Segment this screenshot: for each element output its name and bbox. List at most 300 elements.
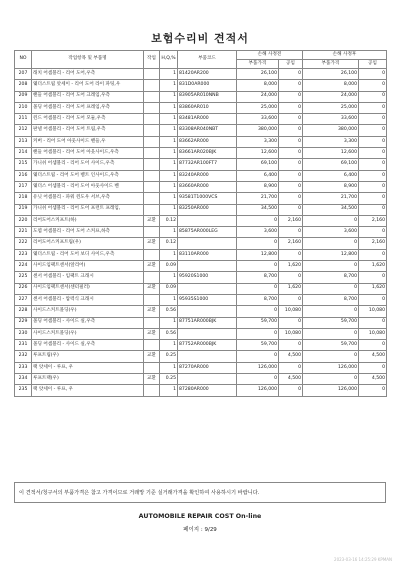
cell-work-type: 교환 [144,351,160,362]
table-row [15,249,387,260]
cell-work-type [144,340,160,351]
cell-part-price-post: 3,600 [303,227,359,238]
cell-part-code: 831D0AR000 [178,80,237,91]
cell-part-code: 93581T1000VCS [178,193,237,204]
header-no: NO [15,51,32,69]
page-number: 페이지 : 9/29 [183,527,217,533]
cell-labor-post: 0 [359,170,387,181]
cell-labor-pre: 4,500 [279,351,303,362]
cell-labor-pre: 2,160 [279,238,303,249]
cell-labor-post: 0 [359,272,387,283]
cell-no: 218 [15,193,32,204]
cell-work-type [144,80,160,91]
cell-part-price-pre: 0 [237,328,279,339]
cell-part-price-pre: 3,300 [237,136,279,147]
table-row [15,125,387,136]
cell-part-price-pre: 69,100 [237,159,279,170]
cell-part-price-pre: 8,000 [237,80,279,91]
cell-part-price-pre: 8,700 [237,272,279,283]
table-row [15,283,387,294]
cell-part-price-pre: 33,600 [237,114,279,125]
cell-part-code: 83240AR000 [178,170,237,181]
cell-work-type: 교환 [144,283,160,294]
cell-no: 229 [15,317,32,328]
cell-hq: 0.12 [160,238,178,249]
cell-work-item: 판넬 어셈블리 - 리어 도어 트림,우측 [32,125,144,136]
cell-part-code [178,215,237,226]
price-notice: 이 견적서/청구서의 부품가격은 참고 가격이므로 거래망 기준 실거래가격을 확인하여 사용하시기 바랍니다. [14,482,386,503]
cell-work-item: 리어도어스커프트(하) [32,215,144,226]
header-part-code: 부품코드 [178,51,237,69]
cell-part-code: 87752AR000BJK [178,340,237,351]
cell-work-type [144,227,160,238]
cell-no: 211 [15,114,32,125]
cell-work-type [144,159,160,170]
cell-hq: 1 [160,181,178,192]
table-row [15,374,387,385]
cell-part-price-pre: 25,000 [237,102,279,113]
cell-labor-pre: 0 [279,91,303,102]
cell-work-type: 교환 [144,238,160,249]
cell-no: 214 [15,148,32,159]
cell-labor-pre: 0 [279,114,303,125]
cell-work-type: 교환 [144,306,160,317]
cell-hq: 0.12 [160,215,178,226]
cell-labor-pre: 0 [279,170,303,181]
table-row [15,340,387,351]
table-row [15,261,387,272]
cell-part-code [178,283,237,294]
cell-labor-post: 0 [359,181,387,192]
cell-work-item: 루프트림(우) [32,351,144,362]
cell-labor-post: 0 [359,125,387,136]
cell-work-type [144,170,160,181]
cell-part-code: 83660AR000 [178,181,237,192]
cell-part-price-pre: 380,000 [237,125,279,136]
table-row [15,204,387,215]
cell-labor-pre: 0 [279,125,303,136]
cell-part-code: 83481AR000 [178,114,237,125]
cell-no: 226 [15,283,32,294]
cell-labor-post: 0 [359,148,387,159]
cell-labor-post: 10,080 [359,328,387,339]
cell-hq: 1 [160,148,178,159]
cell-no: 224 [15,261,32,272]
cell-labor-post: 0 [359,69,387,80]
cell-hq: 0.56 [160,328,178,339]
cell-labor-pre: 1,620 [279,261,303,272]
cell-part-price-post: 380,000 [303,125,359,136]
cell-labor-pre: 0 [279,362,303,373]
cell-part-price-post: 0 [303,215,359,226]
cell-work-item: 가니쉬 어셈블리 - 리어 도어 사이드,우측 [32,159,144,170]
cell-work-type: 교환 [144,328,160,339]
cell-labor-post: 2,160 [359,215,387,226]
footer-brand: AUTOMOBILE REPAIR COST On-line [138,513,262,520]
table-row [15,317,387,328]
cell-hq: 0.25 [160,351,178,362]
cell-no: 208 [15,80,32,91]
cell-labor-post: 0 [359,204,387,215]
cell-part-price-pre: 0 [237,351,279,362]
cell-labor-pre: 0 [279,204,303,215]
cell-hq: 1 [160,204,178,215]
cell-part-code: 87751AR000BJK [178,317,237,328]
cell-no: 210 [15,102,32,113]
cell-labor-pre: 0 [279,294,303,305]
header-labor-post: 공임 [359,60,387,69]
cell-part-code [178,261,237,272]
cell-part-code: 83250AR000 [178,204,237,215]
cell-work-item: 센서 어셈블리 - 압력식 크래시 [32,294,144,305]
table-row [15,328,387,339]
cell-part-code: 83661AR020BJK [178,148,237,159]
cell-part-price-pre: 26,100 [237,69,279,80]
cell-part-price-pre: 21,700 [237,193,279,204]
cell-labor-pre: 0 [279,193,303,204]
cell-part-price-pre: 8,900 [237,181,279,192]
cell-part-code: 87280AR000 [178,385,237,396]
cell-labor-post: 0 [359,340,387,351]
cell-work-item: 웨더스트립 앗세이 - 리어 도어 라이 파팅,우 [32,80,144,91]
table-row [15,114,387,125]
cell-labor-pre: 4,500 [279,374,303,385]
cell-part-price-post: 59,700 [303,340,359,351]
cell-labor-pre: 0 [279,249,303,260]
header-damage-pre: 손해 사정전 [237,51,303,60]
cell-work-type [144,125,160,136]
cell-work-type [144,294,160,305]
cell-hq: 1 [160,136,178,147]
cell-no: 225 [15,272,32,283]
cell-no: 209 [15,91,32,102]
cell-part-price-post: 26,100 [303,69,359,80]
cell-work-type [144,385,160,396]
table-row [15,362,387,373]
cell-work-item: 루프트랙(우) [32,374,144,385]
cell-work-type [144,181,160,192]
cell-no: 207 [15,69,32,80]
print-stamp: 2023-03-16 14:25:29 KPMAN [334,557,392,562]
cell-part-code: 83905AR010NNB [178,91,237,102]
cell-part-price-post: 3,300 [303,136,359,147]
cell-part-price-pre: 0 [237,283,279,294]
cell-work-type: 교환 [144,374,160,385]
cell-hq: 0.25 [160,374,178,385]
cell-labor-pre: 0 [279,136,303,147]
cell-hq: 1 [160,170,178,181]
cell-work-type: 교환 [144,215,160,226]
cell-no: 235 [15,385,32,396]
cell-work-item: 사이드임팩트센서(앞리어) [32,261,144,272]
cell-part-price-post: 0 [303,351,359,362]
cell-no: 230 [15,328,32,339]
cell-part-code [178,374,237,385]
cell-part-price-pre: 12,800 [237,249,279,260]
cell-part-price-pre: 12,600 [237,148,279,159]
cell-part-code: 95935S1000 [178,294,237,305]
cell-part-price-post: 34,500 [303,204,359,215]
cell-hq: 1 [160,362,178,373]
cell-hq: 1 [160,114,178,125]
cell-part-price-pre: 0 [237,215,279,226]
cell-work-item: 사이드임팩트센서(센터필러) [32,283,144,294]
cell-hq: 1 [160,340,178,351]
cell-no: 222 [15,238,32,249]
cell-labor-pre: 1,620 [279,283,303,294]
cell-hq: 1 [160,159,178,170]
header-damage-post: 손해 사정후 [303,51,387,60]
cell-part-code: 83308AR040NBT [178,125,237,136]
cell-labor-post: 0 [359,362,387,373]
cell-work-item: 핸들 어셈블리 - 리어 도어 크레임,우측 [32,91,144,102]
cell-part-price-post: 0 [303,238,359,249]
cell-work-type [144,102,160,113]
table-row [15,215,387,226]
cell-work-type [144,69,160,80]
cell-part-price-post: 126,000 [303,385,359,396]
table-header [15,51,387,69]
cell-part-price-post: 8,900 [303,181,359,192]
cell-hq: 1 [160,69,178,80]
cell-part-price-pre: 59,700 [237,317,279,328]
cell-part-code: 87732AR100FT7 [178,159,237,170]
cell-part-price-post: 0 [303,261,359,272]
cell-labor-pre: 0 [279,181,303,192]
cell-work-type: 교환 [144,261,160,272]
cell-labor-post: 0 [359,80,387,91]
cell-part-price-pre: 6,400 [237,170,279,181]
cell-part-code: 83110AR000 [178,249,237,260]
cell-part-price-post: 21,700 [303,193,359,204]
cell-part-price-post: 6,400 [303,170,359,181]
cell-hq: 1 [160,272,178,283]
table-row [15,193,387,204]
cell-part-price-pre: 3,600 [237,227,279,238]
cell-hq: 1 [160,294,178,305]
cell-part-code: 87270AR000 [178,362,237,373]
cell-work-item: 도엽 어셈블리 - 리어 도어 스커프,하측 [32,227,144,238]
cell-work-type [144,148,160,159]
cell-hq: 1 [160,317,178,328]
cell-part-price-post: 0 [303,306,359,317]
cell-no: 220 [15,215,32,226]
header-part-price-post: 부품가격 [303,60,359,69]
cell-labor-post: 0 [359,91,387,102]
document-title: 보험수리비 견적서 [151,32,249,45]
cell-labor-pre: 0 [279,340,303,351]
cell-part-price-pre: 0 [237,306,279,317]
cell-part-price-post: 8,000 [303,80,359,91]
cell-part-price-pre: 24,000 [237,91,279,102]
cell-no: 223 [15,249,32,260]
cell-work-type [144,136,160,147]
cell-part-price-post: 69,100 [303,159,359,170]
table-row [15,159,387,170]
table-row [15,80,387,91]
cell-part-price-pre: 0 [237,261,279,272]
table-row [15,181,387,192]
cell-labor-post: 0 [359,159,387,170]
cell-labor-pre: 0 [279,148,303,159]
cell-work-type [144,249,160,260]
cell-hq: 0.56 [160,306,178,317]
cell-part-code: 85875AR000LEG [178,227,237,238]
cell-hq: 1 [160,91,178,102]
header-work-item: 작업항목 및 부품명 [32,51,144,69]
table-row [15,385,387,396]
cell-no: 215 [15,159,32,170]
cell-labor-post: 0 [359,102,387,113]
cell-work-item: 핸들 어셈블리 - 리어 도어 아웃사이드,우측 [32,148,144,159]
table-row [15,272,387,283]
cell-labor-post: 4,500 [359,374,387,385]
cell-labor-post: 0 [359,294,387,305]
table-row [15,351,387,362]
cell-labor-pre: 0 [279,80,303,91]
cell-labor-post: 10,080 [359,306,387,317]
cell-part-price-pre: 8,700 [237,294,279,305]
cell-work-item: 랙 앗세이 - 루프, 우 [32,362,144,373]
cell-work-item: 사이드스커트몰딩(우) [32,328,144,339]
cell-no: 228 [15,306,32,317]
cell-work-item: 센서 어셈블리 - 임팩트 크래시 [32,272,144,283]
header-labor-pre: 공임 [279,60,303,69]
cell-labor-post: 0 [359,136,387,147]
cell-no: 213 [15,136,32,147]
cell-part-price-pre: 34,500 [237,204,279,215]
cell-labor-post: 0 [359,385,387,396]
cell-no: 231 [15,340,32,351]
cell-part-code [178,328,237,339]
cell-part-price-post: 25,000 [303,102,359,113]
cell-work-type [144,204,160,215]
header-part-price-pre: 부품가격 [237,60,279,69]
table-body [15,69,387,397]
cell-work-item: 웨더스트립 - 리어 도어 벨트 인사이드,우측 [32,170,144,181]
cell-part-price-post: 0 [303,283,359,294]
cell-no: 221 [15,227,32,238]
cell-hq: 1 [160,249,178,260]
table-row [15,136,387,147]
cell-labor-post: 1,620 [359,283,387,294]
cell-hq: 0.09 [160,283,178,294]
cell-part-price-pre: 126,000 [237,385,279,396]
cell-work-item: 랙 앗세이 - 루프, 우 [32,385,144,396]
header-work-type: 작업 [144,51,160,69]
cell-no: 233 [15,362,32,373]
cell-labor-pre: 0 [279,317,303,328]
cell-work-type [144,317,160,328]
cell-part-code [178,306,237,317]
header-hq: H,Q,% [160,51,178,69]
table-row [15,170,387,181]
cell-hq: 1 [160,385,178,396]
cell-part-price-post: 33,600 [303,114,359,125]
cell-labor-pre: 0 [279,69,303,80]
cell-labor-post: 2,160 [359,238,387,249]
cell-no: 232 [15,351,32,362]
table-row [15,91,387,102]
cell-work-item: 사이드스커트몰딩(우) [32,306,144,317]
table-row [15,238,387,249]
cell-part-price-post: 59,700 [303,317,359,328]
cell-part-code: 83860AR010 [178,102,237,113]
cell-labor-pre: 0 [279,272,303,283]
cell-work-item: 리어도어스커프트림(우) [32,238,144,249]
cell-work-item: 몰딩 어셈블리 - 사이드 실,우측 [32,340,144,351]
table-row [15,294,387,305]
cell-labor-post: 0 [359,249,387,260]
table-row [15,69,387,80]
cell-labor-pre: 2,160 [279,215,303,226]
cell-no: 212 [15,125,32,136]
cell-work-item: 가니쉬 어셈블리 - 리어 도어 프런트 프레임, [32,204,144,215]
cell-labor-post: 0 [359,193,387,204]
cell-labor-pre: 0 [279,102,303,113]
cell-no: 216 [15,170,32,181]
cell-work-type [144,362,160,373]
cell-work-item: 몰딩 어셈블리 - 리어 도어 프레임,우측 [32,102,144,113]
cell-labor-pre: 0 [279,227,303,238]
cell-labor-post: 0 [359,317,387,328]
cell-part-code: 83662AR000 [178,136,237,147]
cell-hq: 0.09 [160,261,178,272]
cell-work-item: 웨더스 어셈블리 - 리어 도어 아웃사이드 벤 [32,181,144,192]
cell-part-price-post: 12,800 [303,249,359,260]
cell-work-item: 커버 - 리어 도어 아웃사이드 핸들,우 [32,136,144,147]
cell-hq: 1 [160,125,178,136]
cell-part-price-post: 8,700 [303,272,359,283]
cell-work-type [144,91,160,102]
table-row [15,148,387,159]
cell-labor-pre: 10,080 [279,306,303,317]
cell-no: 217 [15,181,32,192]
cell-part-price-post: 0 [303,374,359,385]
cell-labor-pre: 0 [279,159,303,170]
cell-work-item: 몰딩 어셈블리 - 사이드 실,우측 [32,317,144,328]
cell-hq: 1 [160,227,178,238]
cell-hq: 1 [160,102,178,113]
cell-part-code [178,238,237,249]
cell-part-price-pre: 126,000 [237,362,279,373]
estimate-table [14,50,387,397]
cell-labor-pre: 0 [279,385,303,396]
cell-no: 234 [15,374,32,385]
cell-part-price-post: 12,600 [303,148,359,159]
table-row [15,227,387,238]
cell-work-type [144,272,160,283]
cell-labor-pre: 10,080 [279,328,303,339]
cell-part-price-post: 24,000 [303,91,359,102]
cell-part-price-pre: 0 [237,238,279,249]
cell-labor-post: 0 [359,227,387,238]
cell-hq: 1 [160,193,178,204]
cell-work-item: 래치 어셈블리 - 리어 도어,우측 [32,69,144,80]
cell-work-item: 윈드 어셈블리 - 리어 도어 모듈,우측 [32,114,144,125]
table-row [15,102,387,113]
cell-part-price-pre: 0 [237,374,279,385]
cell-labor-post: 0 [359,114,387,125]
cell-no: 219 [15,204,32,215]
cell-work-item: 유닛 어셈블리 - 파워 윈도우 서브,우측 [32,193,144,204]
cell-part-price-post: 0 [303,328,359,339]
cell-no: 227 [15,294,32,305]
cell-labor-post: 1,620 [359,261,387,272]
cell-labor-post: 4,500 [359,351,387,362]
cell-part-code [178,351,237,362]
cell-hq: 1 [160,80,178,91]
